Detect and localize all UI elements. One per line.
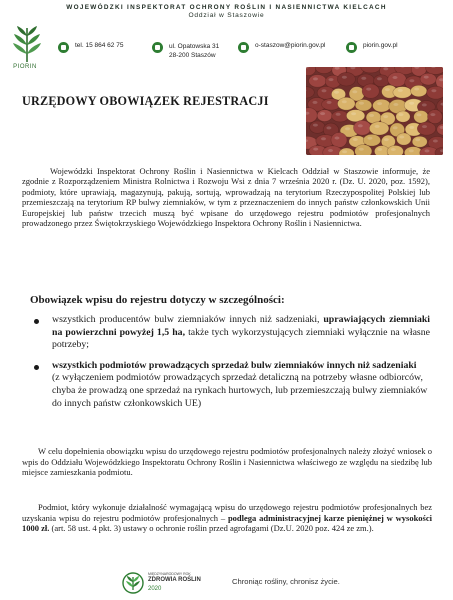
- potato-highlight: [409, 102, 414, 105]
- potato-highlight: [327, 101, 332, 104]
- potato-shape: [337, 72, 355, 86]
- potato-shape: [393, 87, 412, 99]
- potato-highlight: [366, 88, 371, 91]
- bullet1-bold: uprawiających ziemniaki na powierzchni powyżej 1,5 ha,: [52, 314, 431, 338]
- potato-highlight: [384, 138, 389, 141]
- potato-highlight: [342, 100, 347, 103]
- address-line-1: ul. Opatowska 31: [169, 43, 220, 50]
- intro-paragraph: Wojewódzki Inspektorat Ochrony Roślin i Nasiennictwa w Kielcach Oddział w Staszowie informuje, że zgodnie z Rozporządzeniem Ministra Rolnictwa i Rozwoju Wsi z dnia 7 września 2020 r. (Dz. U. 2020, poz. 1592), podmioty, które uprawiają, magazynują, pakują, sortują, wprowadzają na terytorium Rzeczypospolitej Polskiej lub przemieszczają na terytorium RP bulwy ziemniaków, w tym z przeznaczeniem do innych państw członkowskich Unii Europejskiej lub państw trzecich muszą być wpisane do urzędowego rejestru podmiotów profesjonalnych prowadzonego przez Świętokrzyskiego Wojewódzkiego Inspektora Ochrony Roślin i Nasiennictwa.: [22, 166, 430, 229]
- potato-highlight: [430, 113, 435, 116]
- header: [0, 4, 453, 19]
- penalty-text-end: (art. 58 ust. 4 pkt. 3) ustawy o ochronie roślin przed agrofagami (Dz.U. 2020 poz. 424 ze zm.).: [49, 523, 374, 534]
- potato-highlight: [399, 113, 404, 116]
- potato-highlight: [433, 140, 438, 143]
- potato-highlight: [377, 77, 382, 80]
- penalty-paragraph: [22, 502, 432, 534]
- potato-shape: [369, 122, 389, 135]
- potato-highlight: [321, 137, 326, 140]
- potato-highlight: [353, 138, 358, 141]
- location-icon: [152, 42, 163, 53]
- phone-icon: [58, 42, 69, 53]
- potato-highlight: [398, 89, 403, 92]
- potato-highlight: [367, 137, 372, 140]
- piorin-logo-icon: [10, 24, 44, 64]
- bullet1-text: wszystkich producentów bulw ziemniaków innych niż sadzeniaki,: [52, 314, 320, 325]
- potato-shape: [331, 133, 347, 148]
- potato-highlight: [383, 67, 388, 70]
- phone-number: tel. 15 864 62 75: [75, 42, 124, 49]
- list-item: [34, 314, 430, 352]
- potato-highlight: [383, 115, 388, 118]
- contact-bar: [58, 42, 448, 66]
- contact-phone: [58, 42, 123, 53]
- potato-highlight: [399, 136, 404, 139]
- potato-highlight: [409, 149, 414, 152]
- potato-highlight: [393, 103, 398, 106]
- bullet1-text-end: także tych wykorzystujących ziemniaki wyłącznie na własne potrzeby;: [52, 326, 430, 351]
- contact-website[interactable]: [346, 42, 398, 53]
- potato-highlight: [358, 124, 363, 127]
- potato-highlight: [385, 88, 390, 91]
- potato-highlight: [326, 126, 331, 129]
- potato-shape: [346, 110, 364, 122]
- logo-year-text: 2020: [148, 586, 162, 592]
- logo-small-text: MIĘDZYNARODOWY ROK: [148, 572, 191, 576]
- bullet-icon: [34, 365, 39, 370]
- potato-shape: [414, 111, 429, 124]
- potato-highlight: [322, 89, 327, 92]
- organization-branch: Oddział w Staszowie: [188, 12, 265, 19]
- potato-shape: [388, 72, 407, 86]
- potato-highlight: [369, 114, 374, 117]
- potato-shape: [317, 110, 332, 122]
- potato-highlight: [393, 126, 398, 129]
- potato-highlight: [415, 138, 420, 141]
- potato-highlight: [345, 127, 350, 130]
- potato-shape: [338, 97, 356, 110]
- footer-slogan: Chroniąc rośliny, chronisz życie.: [232, 577, 340, 586]
- potato-highlight: [422, 103, 427, 106]
- website-link[interactable]: piorin.gov.pl: [363, 42, 398, 49]
- potato-highlight: [409, 126, 414, 129]
- potato-highlight: [409, 79, 414, 82]
- potato-shape: [362, 84, 379, 98]
- penalty-bold: podlega administracyjnej karze pieniężnej w wysokości 1000 zł.: [22, 512, 432, 534]
- potato-highlight: [313, 101, 318, 104]
- potato-shape: [427, 86, 443, 99]
- potato-shape: [355, 100, 372, 111]
- potato-highlight: [375, 125, 380, 128]
- address-line-2: 28-200 Staszów: [169, 52, 216, 59]
- potato-highlight: [425, 149, 430, 152]
- bullet2-bold: wszystkich podmiotów prowadzących sprzedaż bulw ziemniaków innych niż sadzeniaki: [52, 359, 417, 371]
- plant-health-year-logo: [118, 568, 201, 598]
- potato-highlight: [336, 113, 341, 116]
- plant-health-logo-icon: [122, 572, 144, 594]
- potato-shape: [396, 111, 410, 122]
- potato-shape: [420, 73, 436, 85]
- potato-highlight: [320, 112, 325, 115]
- logo-main-text: ZDROWIA ROŚLIN: [148, 577, 201, 583]
- contact-address: [152, 42, 219, 60]
- obligation-subheading: Obowiązek wpisu do rejestru dotyczy w szczególności:: [30, 294, 285, 306]
- potato-highlight: [334, 91, 339, 94]
- email-address[interactable]: o-staszow@piorin.gov.pl: [255, 42, 326, 49]
- organization-name: WOJEWÓDZKI INSPEKTORAT OCHRONY ROŚLIN I NASIENNICTWA KIELCACH: [66, 4, 387, 11]
- potato-highlight: [393, 76, 398, 79]
- potato-highlight: [414, 88, 419, 91]
- potato-highlight: [329, 78, 334, 81]
- obligation-list: [34, 314, 430, 418]
- potato-shape: [412, 136, 427, 147]
- potato-highlight: [313, 124, 318, 127]
- potato-shape: [373, 99, 391, 112]
- potato-highlight: [313, 148, 318, 151]
- list-item: [34, 360, 430, 410]
- page-title: URZĘDOWY OBOWIĄZEK REJESTRACJI: [22, 94, 269, 108]
- potatoes-photo: [306, 67, 443, 155]
- bullet2-note: (z wyłączeniem podmiotów prowadzących sprzedaż detaliczną na potrzeby własne odbiorców, chyba że prowadzą one sprzedaż na rynkach hurtowych, lub przemieszczają bulwy ziemniaków do innych państw członkowskich UE): [52, 372, 428, 409]
- potato-highlight: [422, 125, 427, 128]
- application-paragraph: W celu dopełnienia obowiązku wpisu do urzędowego rejestru podmiotów profesjonalnych należy złożyć wniosek o wpis do Oddziału Wojewódzkiego Inspektoratu Ochrony Roślin i Nasiennictwa właściwego ze względu na siedzibę lub miejsce zamieszkania podmiotu.: [22, 446, 432, 478]
- potato-highlight: [342, 150, 347, 153]
- potato-shape: [332, 111, 349, 122]
- potato-highlight: [377, 148, 382, 151]
- potato-shape: [363, 134, 380, 146]
- potato-highlight: [424, 76, 429, 79]
- potato-highlight: [391, 148, 396, 151]
- potato-shape: [309, 75, 327, 88]
- potato-shape: [374, 75, 390, 87]
- potato-highlight: [335, 137, 340, 140]
- potato-shape: [354, 120, 372, 135]
- potato-shape: [397, 133, 412, 145]
- penalty-text: Podmiot, który wykonuje działalność wymagającą wpisu do urzędowego rejestru podmiotów profesjonalnych bez uzyskania wpisu do rejestru podmiotów profesjonalnych –: [22, 502, 432, 523]
- potato-shape: [417, 122, 435, 135]
- potato-highlight: [352, 90, 357, 93]
- potato-highlight: [328, 149, 333, 152]
- potato-highlight: [313, 77, 318, 80]
- potato-highlight: [361, 77, 366, 80]
- potato-highlight: [431, 89, 436, 92]
- potato-highlight: [359, 148, 364, 151]
- email-icon: [238, 42, 249, 53]
- potato-shape: [310, 121, 326, 133]
- potato-highlight: [351, 112, 356, 115]
- logo-text: PIORIN: [13, 64, 37, 70]
- bullet-icon: [34, 319, 39, 324]
- potato-shape: [428, 110, 443, 124]
- web-icon: [346, 42, 357, 53]
- potato-shape: [411, 85, 427, 96]
- potato-highlight: [377, 102, 382, 105]
- potato-highlight: [417, 113, 422, 116]
- potato-highlight: [342, 76, 347, 79]
- potato-highlight: [359, 102, 364, 105]
- contact-email[interactable]: [238, 42, 325, 53]
